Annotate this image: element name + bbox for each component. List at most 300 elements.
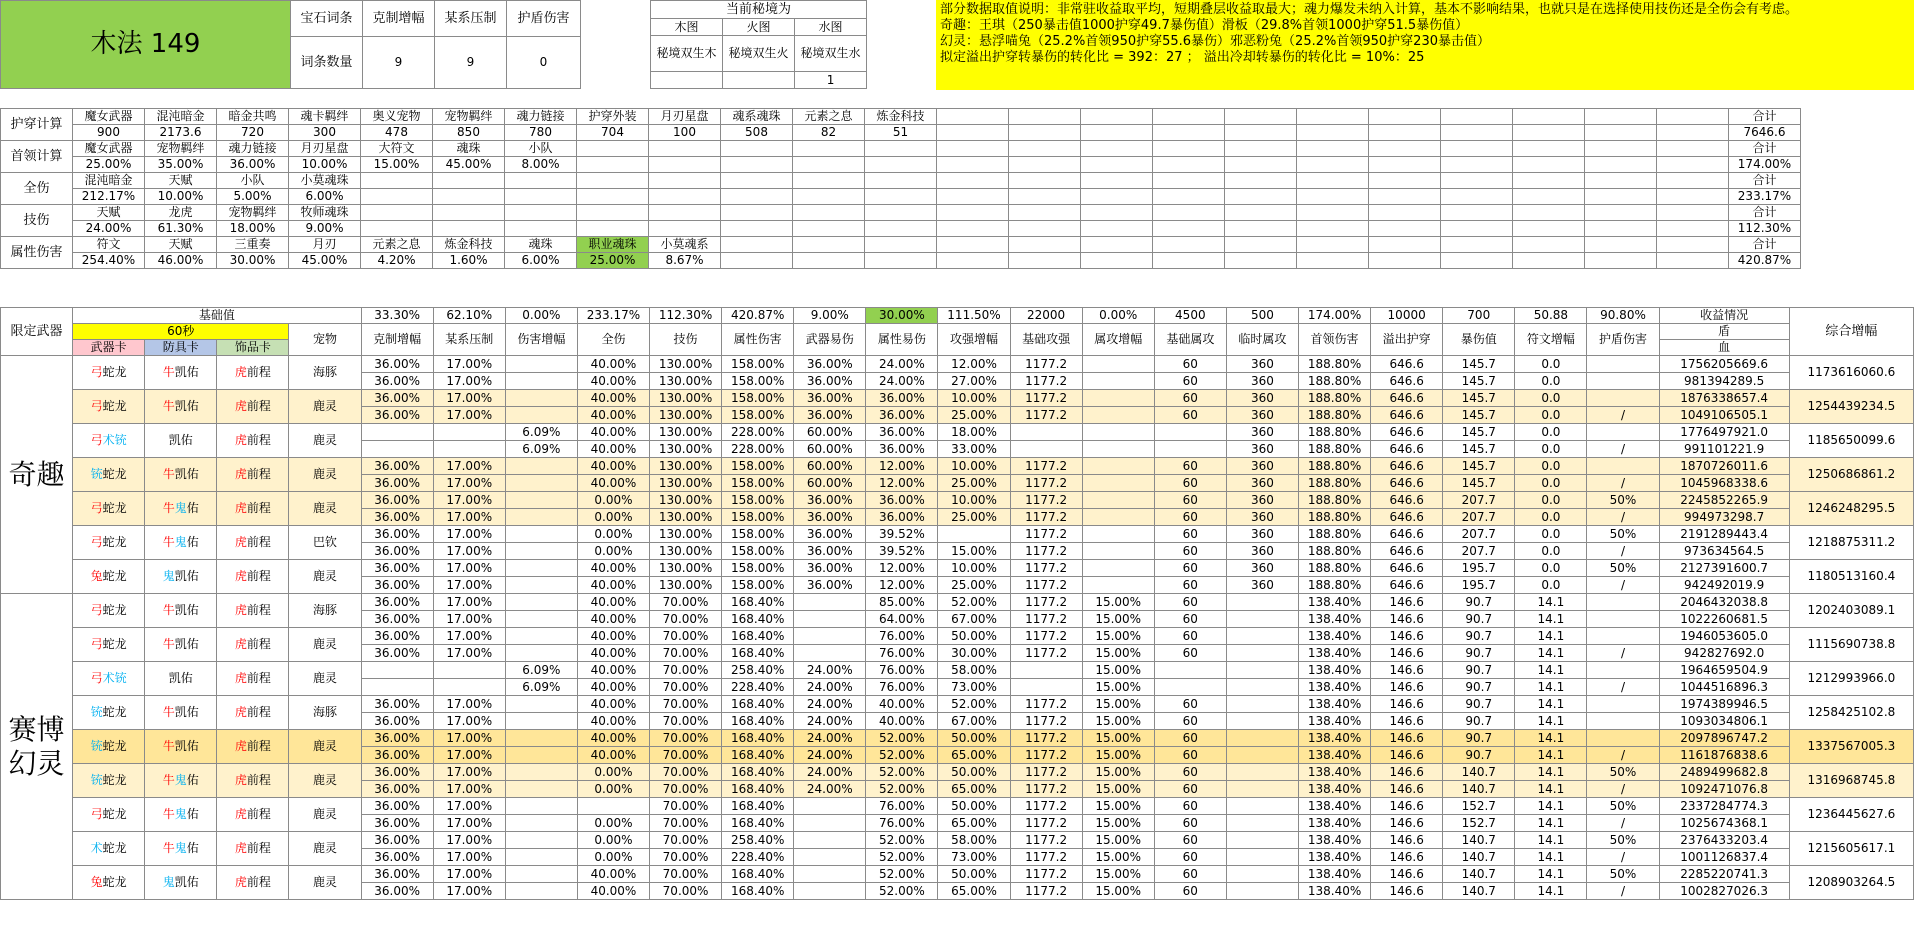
base-value: 112.30% xyxy=(650,308,722,324)
card-cell: 鹿灵 xyxy=(289,424,361,458)
stat-value: 40.00% xyxy=(866,713,938,730)
stat-value xyxy=(361,679,433,696)
income-label: 收益情况 xyxy=(1659,308,1789,324)
stat-value: 14.1 xyxy=(1515,764,1587,781)
stat-value: 0.00% xyxy=(577,781,649,798)
stat-value: 36.00% xyxy=(866,492,938,509)
stat-value: 52.00% xyxy=(938,696,1010,713)
stat-value: 30.00% xyxy=(938,645,1010,662)
stat-value xyxy=(1082,441,1154,458)
stat-value: 646.6 xyxy=(1371,492,1443,509)
calc-item-name: 护穿外装 xyxy=(577,109,649,125)
calc-item-value: 6.00% xyxy=(505,253,577,269)
stat-value: 0.00% xyxy=(577,832,649,849)
stat-value: 70.00% xyxy=(650,798,722,815)
stat-value xyxy=(1226,611,1298,628)
col-header: 溢出护穿 xyxy=(1371,324,1443,356)
stat-value xyxy=(505,798,577,815)
stat-value: 1177.2 xyxy=(1010,747,1082,764)
stat-value: 25.00% xyxy=(938,407,1010,424)
stat-value: 14.1 xyxy=(1515,696,1587,713)
calc-item-value: 18.00% xyxy=(217,221,289,237)
stat-value: 60 xyxy=(1154,798,1226,815)
stat-value: 6.09% xyxy=(505,424,577,441)
stat-value: 24.00% xyxy=(794,781,866,798)
stat-value: 50% xyxy=(1587,764,1659,781)
calc-item-value: 6.00% xyxy=(289,189,361,205)
stat-value: 17.00% xyxy=(433,713,505,730)
stat-value: 60 xyxy=(1154,577,1226,594)
stat-value xyxy=(1154,441,1226,458)
stat-value xyxy=(1082,492,1154,509)
stat-value: 17.00% xyxy=(433,730,505,747)
stat-value: 360 xyxy=(1226,526,1298,543)
stat-value: 146.6 xyxy=(1371,883,1443,900)
stat-value: 17.00% xyxy=(433,628,505,645)
stat-value: 228.40% xyxy=(722,679,794,696)
stat-value: 36.00% xyxy=(361,390,433,407)
stat-value xyxy=(1587,458,1659,475)
calc-item-name: 小队 xyxy=(505,141,577,157)
stat-value: 146.6 xyxy=(1371,611,1443,628)
stat-value: / xyxy=(1587,849,1659,866)
stat-value: 36.00% xyxy=(794,373,866,390)
card-cell: 铳蛇龙 xyxy=(73,764,145,798)
stat-value: 130.00% xyxy=(650,543,722,560)
calc-item-value: 212.17% xyxy=(73,189,145,205)
calc-item-name: 月刃星盘 xyxy=(649,109,721,125)
stat-value: 12.00% xyxy=(866,458,938,475)
card-cell: 鹿灵 xyxy=(289,390,361,424)
calc-item-name: 混沌暗金 xyxy=(73,173,145,189)
stat-value: 15.00% xyxy=(1082,798,1154,815)
main-table xyxy=(0,307,1914,900)
stat-value xyxy=(505,594,577,611)
income-blood-value: 1093034806.1 xyxy=(1659,713,1789,730)
stat-value xyxy=(505,611,577,628)
calc-item-name: 魂珠 xyxy=(433,141,505,157)
stat-value xyxy=(505,509,577,526)
stat-value: 40.00% xyxy=(577,373,649,390)
stat-value: 40.00% xyxy=(577,883,649,900)
income-shield: 盾 xyxy=(1659,324,1789,340)
stat-value: 228.00% xyxy=(722,424,794,441)
stat-value: 360 xyxy=(1226,543,1298,560)
stat-value: 90.7 xyxy=(1443,713,1515,730)
stat-value: 0.0 xyxy=(1515,407,1587,424)
stat-value: 36.00% xyxy=(361,594,433,611)
stat-value: 138.40% xyxy=(1298,594,1370,611)
stat-value: 40.00% xyxy=(577,628,649,645)
note-line-3: 幻灵：悬浮喵兔（25.2%首领950护穿55.6暴伤）邪恶粉兔（25.2%首领950护穿230暴击值） xyxy=(940,34,1490,49)
calc-item-name: 宠物羁绊 xyxy=(433,109,505,125)
stat-value: 17.00% xyxy=(433,458,505,475)
slot-accessory-card: 饰品卡 xyxy=(217,340,289,356)
stat-value: 646.6 xyxy=(1371,475,1443,492)
card-cell: 虎前程 xyxy=(217,628,289,662)
card-cell: 铳蛇龙 xyxy=(73,696,145,730)
calc-item-value: 9.00% xyxy=(289,221,361,237)
stat-value: 90.7 xyxy=(1443,645,1515,662)
stat-value: 146.6 xyxy=(1371,764,1443,781)
stat-value: 146.6 xyxy=(1371,679,1443,696)
stat-value: 67.00% xyxy=(938,713,1010,730)
stat-value: 25.00% xyxy=(938,509,1010,526)
stat-value: 14.1 xyxy=(1515,628,1587,645)
stat-value: 130.00% xyxy=(650,424,722,441)
stat-value: 138.40% xyxy=(1298,866,1370,883)
stat-value: 24.00% xyxy=(794,747,866,764)
calc-item-name: 职业魂珠 xyxy=(577,237,649,253)
stat-value xyxy=(1587,696,1659,713)
total-increase-value: 1254439234.5 xyxy=(1789,390,1913,424)
realm-col-wood: 木图 xyxy=(651,19,723,36)
calc-item-name: 魂力链接 xyxy=(217,141,289,157)
stat-value: 146.6 xyxy=(1371,815,1443,832)
stat-value: 15.00% xyxy=(1082,849,1154,866)
stat-value: 58.00% xyxy=(938,832,1010,849)
stat-value: 146.6 xyxy=(1371,747,1443,764)
stat-value: 207.7 xyxy=(1443,509,1515,526)
stat-value: 646.6 xyxy=(1371,356,1443,373)
card-cell: 虎前程 xyxy=(217,594,289,628)
stat-value: 146.6 xyxy=(1371,662,1443,679)
total-increase-value: 1212993966.0 xyxy=(1789,662,1913,696)
calc-label: 技伤 xyxy=(1,205,73,237)
stat-value: 10.00% xyxy=(938,560,1010,577)
card-cell: 虎前程 xyxy=(217,356,289,390)
stat-value: 36.00% xyxy=(361,560,433,577)
card-cell: 虎前程 xyxy=(217,662,289,696)
stat-value: 646.6 xyxy=(1371,509,1443,526)
stat-value: 40.00% xyxy=(866,696,938,713)
total-increase-value: 1202403089.1 xyxy=(1789,594,1913,628)
stat-value: 140.7 xyxy=(1443,883,1515,900)
stat-value: 60 xyxy=(1154,764,1226,781)
card-cell: 凯佑 xyxy=(145,662,217,696)
income-shield-value: 2285220741.3 xyxy=(1659,866,1789,883)
col-header: 武器易伤 xyxy=(794,324,866,356)
stat-value: / xyxy=(1587,509,1659,526)
stat-value xyxy=(794,849,866,866)
income-blood-value: 1045968338.6 xyxy=(1659,475,1789,492)
stat-value xyxy=(1010,662,1082,679)
stat-value: 40.00% xyxy=(577,594,649,611)
card-cell: 鹿灵 xyxy=(289,662,361,696)
stat-value: 60 xyxy=(1154,832,1226,849)
stat-value: 138.40% xyxy=(1298,730,1370,747)
card-cell: 弓蛇龙 xyxy=(73,594,145,628)
stat-value: 0.0 xyxy=(1515,441,1587,458)
group-name: 奇趣 xyxy=(1,356,73,594)
stat-value xyxy=(433,662,505,679)
stat-value xyxy=(1226,781,1298,798)
stat-value: 138.40% xyxy=(1298,679,1370,696)
card-cell: 海豚 xyxy=(289,356,361,390)
stat-value xyxy=(1587,730,1659,747)
card-cell: 海豚 xyxy=(289,696,361,730)
slot-armor-card: 防具卡 xyxy=(145,340,217,356)
stat-value: 70.00% xyxy=(650,832,722,849)
stat-value xyxy=(1082,543,1154,560)
stat-value: 17.00% xyxy=(433,407,505,424)
total-increase-value: 1115690738.8 xyxy=(1789,628,1913,662)
stat-value: 360 xyxy=(1226,492,1298,509)
col-header: 克制增幅 xyxy=(361,324,433,356)
calc-total-value: 174.00% xyxy=(1729,157,1801,173)
stat-value: 64.00% xyxy=(866,611,938,628)
stat-value: 25.00% xyxy=(938,577,1010,594)
card-cell: 弓术铳 xyxy=(73,662,145,696)
stat-value xyxy=(1154,679,1226,696)
stat-value: 15.00% xyxy=(1082,883,1154,900)
col-header: 首领伤害 xyxy=(1298,324,1370,356)
stat-value: 195.7 xyxy=(1443,577,1515,594)
calc-item-value: 25.00% xyxy=(73,157,145,173)
stat-value: 60 xyxy=(1154,560,1226,577)
realm-sub-wood: 秘境双生木 xyxy=(651,36,723,72)
stat-value: 15.00% xyxy=(1082,713,1154,730)
income-shield-value: 1870726011.6 xyxy=(1659,458,1789,475)
stat-value: 17.00% xyxy=(433,543,505,560)
calc-item-name: 天赋 xyxy=(145,173,217,189)
gem-header-2: 某系压制 xyxy=(435,1,507,37)
stat-value: 360 xyxy=(1226,373,1298,390)
col-header: 临时属攻 xyxy=(1226,324,1298,356)
stat-value: 188.80% xyxy=(1298,577,1370,594)
stat-value: 14.1 xyxy=(1515,781,1587,798)
total-increase-value: 1258425102.8 xyxy=(1789,696,1913,730)
calc-item-value: 10.00% xyxy=(289,157,361,173)
calc-item-value: 45.00% xyxy=(289,253,361,269)
card-cell: 凯佑 xyxy=(145,424,217,458)
card-cell: 兔蛇龙 xyxy=(73,560,145,594)
stat-value: 36.00% xyxy=(361,713,433,730)
card-cell: 虎前程 xyxy=(217,492,289,526)
calc-item-name: 龙虎 xyxy=(145,205,217,221)
card-cell: 弓蛇龙 xyxy=(73,628,145,662)
stat-value: 36.00% xyxy=(361,781,433,798)
stat-value: 36.00% xyxy=(866,390,938,407)
stat-value: 145.7 xyxy=(1443,407,1515,424)
stat-value: 146.6 xyxy=(1371,713,1443,730)
stat-value: 60 xyxy=(1154,509,1226,526)
calc-item-name: 奥义宠物 xyxy=(361,109,433,125)
stat-value: 70.00% xyxy=(650,781,722,798)
stat-value xyxy=(1226,594,1298,611)
stat-value: 0.0 xyxy=(1515,390,1587,407)
stat-value: 12.00% xyxy=(866,577,938,594)
stat-value: / xyxy=(1587,441,1659,458)
calc-item-name: 天赋 xyxy=(73,205,145,221)
base-value: 33.30% xyxy=(361,308,433,324)
stat-value: 36.00% xyxy=(361,883,433,900)
card-cell: 鹿灵 xyxy=(289,832,361,866)
stat-value: 158.00% xyxy=(722,560,794,577)
calc-label: 属性伤害 xyxy=(1,237,73,269)
stat-value xyxy=(1587,611,1659,628)
note-line-2: 奇趣：王琪（250暴击值1000护穿49.7暴伤值）滑板（29.8%首领1000护穿51.5暴伤值） xyxy=(940,18,1469,33)
stat-value: 12.00% xyxy=(866,560,938,577)
income-blood-value: 1001126837.4 xyxy=(1659,849,1789,866)
stat-value: 36.00% xyxy=(361,373,433,390)
card-cell: 鬼凯佑 xyxy=(145,866,217,900)
stat-value: / xyxy=(1587,543,1659,560)
income-shield-value: 2489499682.8 xyxy=(1659,764,1789,781)
stat-value xyxy=(794,798,866,815)
calc-item-value: 35.00% xyxy=(145,157,217,173)
stat-value: 36.00% xyxy=(361,849,433,866)
stat-value xyxy=(361,441,433,458)
stat-value: 60 xyxy=(1154,373,1226,390)
total-increase-value: 1218875311.2 xyxy=(1789,526,1913,560)
stat-value: 36.00% xyxy=(866,407,938,424)
stat-value: 36.00% xyxy=(794,407,866,424)
stat-value: 188.80% xyxy=(1298,492,1370,509)
stat-value: 60 xyxy=(1154,594,1226,611)
stat-value: 36.00% xyxy=(794,526,866,543)
stat-value xyxy=(361,662,433,679)
stat-value: 188.80% xyxy=(1298,424,1370,441)
stat-value: 90.7 xyxy=(1443,730,1515,747)
stat-value xyxy=(1154,662,1226,679)
stat-value xyxy=(1082,577,1154,594)
stat-value: 15.00% xyxy=(938,543,1010,560)
stat-value: 15.00% xyxy=(1082,781,1154,798)
base-value: 0.00% xyxy=(1082,308,1154,324)
calc-item-value: 780 xyxy=(505,125,577,141)
stat-value: 24.00% xyxy=(794,679,866,696)
stat-value: 646.6 xyxy=(1371,577,1443,594)
stat-value xyxy=(505,492,577,509)
income-blood-value: 973634564.5 xyxy=(1659,543,1789,560)
stat-value: 36.00% xyxy=(361,611,433,628)
stat-value xyxy=(505,747,577,764)
card-cell: 鬼凯佑 xyxy=(145,560,217,594)
stat-value: 73.00% xyxy=(938,849,1010,866)
stat-value xyxy=(1226,849,1298,866)
stat-value: 145.7 xyxy=(1443,373,1515,390)
stat-value: 207.7 xyxy=(1443,543,1515,560)
stat-value: / xyxy=(1587,679,1659,696)
stat-value xyxy=(794,628,866,645)
col-header: 全伤 xyxy=(577,324,649,356)
group-name: 赛博幻灵 xyxy=(1,594,73,900)
stat-value: 646.6 xyxy=(1371,458,1443,475)
stat-value: 90.7 xyxy=(1443,696,1515,713)
income-blood-value: 1022260681.5 xyxy=(1659,611,1789,628)
stat-value: 17.00% xyxy=(433,696,505,713)
col-header: 符文增幅 xyxy=(1515,324,1587,356)
stat-value: 50.00% xyxy=(938,764,1010,781)
stat-value: 90.7 xyxy=(1443,747,1515,764)
stat-value: 70.00% xyxy=(650,645,722,662)
stat-value: 17.00% xyxy=(433,611,505,628)
stat-value xyxy=(1082,390,1154,407)
stat-value xyxy=(1154,424,1226,441)
stat-value: 17.00% xyxy=(433,747,505,764)
stat-value xyxy=(1226,628,1298,645)
calc-total-label: 合计 xyxy=(1729,173,1801,189)
stat-value: 36.00% xyxy=(794,390,866,407)
stat-value: 70.00% xyxy=(650,611,722,628)
income-shield-value: 2097896747.2 xyxy=(1659,730,1789,747)
stat-value: 15.00% xyxy=(1082,594,1154,611)
income-shield-value: 2337284774.3 xyxy=(1659,798,1789,815)
stat-value: 130.00% xyxy=(650,577,722,594)
stat-value xyxy=(1082,458,1154,475)
stat-value: 60 xyxy=(1154,458,1226,475)
stat-value xyxy=(1082,475,1154,492)
stat-value: 25.00% xyxy=(938,475,1010,492)
calc-item-value: 45.00% xyxy=(433,157,505,173)
stat-value: 70.00% xyxy=(650,628,722,645)
card-cell: 牛凯佑 xyxy=(145,628,217,662)
stat-value: 12.00% xyxy=(938,356,1010,373)
stat-value: 60 xyxy=(1154,390,1226,407)
income-shield-value: 1756205669.6 xyxy=(1659,356,1789,373)
stat-value: 65.00% xyxy=(938,747,1010,764)
calc-item-value: 8.00% xyxy=(505,157,577,173)
income-shield-value: 2127391600.7 xyxy=(1659,560,1789,577)
stat-value: 70.00% xyxy=(650,696,722,713)
stat-value: 36.00% xyxy=(361,577,433,594)
stat-value xyxy=(1082,356,1154,373)
calc-item-name: 三重奏 xyxy=(217,237,289,253)
stat-value: 50.00% xyxy=(938,730,1010,747)
card-cell: 弓蛇龙 xyxy=(73,526,145,560)
stat-value: 27.00% xyxy=(938,373,1010,390)
stat-value: 188.80% xyxy=(1298,475,1370,492)
realm-block xyxy=(650,0,867,89)
stat-value: 152.7 xyxy=(1443,815,1515,832)
stat-value: 1177.2 xyxy=(1010,866,1082,883)
income-shield-value: 2245852265.9 xyxy=(1659,492,1789,509)
stat-value: 17.00% xyxy=(433,645,505,662)
card-cell: 牛鬼佑 xyxy=(145,764,217,798)
stat-value: 85.00% xyxy=(866,594,938,611)
stat-value: 36.00% xyxy=(361,458,433,475)
stat-value: 36.00% xyxy=(361,696,433,713)
stat-value: / xyxy=(1587,407,1659,424)
stat-value: 188.80% xyxy=(1298,509,1370,526)
calc-item-value: 720 xyxy=(217,125,289,141)
calc-item-value: 300 xyxy=(289,125,361,141)
stat-value: 1177.2 xyxy=(1010,730,1082,747)
stat-value: 65.00% xyxy=(938,883,1010,900)
stat-value: 36.00% xyxy=(794,509,866,526)
stat-value: 36.00% xyxy=(361,475,433,492)
stat-value: 70.00% xyxy=(650,662,722,679)
base-value: 700 xyxy=(1443,308,1515,324)
stat-value xyxy=(505,628,577,645)
stat-value: 15.00% xyxy=(1082,815,1154,832)
stat-value: 158.00% xyxy=(722,356,794,373)
stat-value: 0.00% xyxy=(577,509,649,526)
calc-item-value: 508 xyxy=(721,125,793,141)
stat-value xyxy=(505,526,577,543)
calc-item-value: 5.00% xyxy=(217,189,289,205)
card-cell: 鹿灵 xyxy=(289,764,361,798)
stat-value: 17.00% xyxy=(433,526,505,543)
stat-value: 138.40% xyxy=(1298,815,1370,832)
stat-value: 17.00% xyxy=(433,373,505,390)
stat-value: / xyxy=(1587,747,1659,764)
stat-value: 52.00% xyxy=(866,866,938,883)
stat-value: 15.00% xyxy=(1082,747,1154,764)
calc-item-name: 魂力链接 xyxy=(505,109,577,125)
stat-value: / xyxy=(1587,883,1659,900)
